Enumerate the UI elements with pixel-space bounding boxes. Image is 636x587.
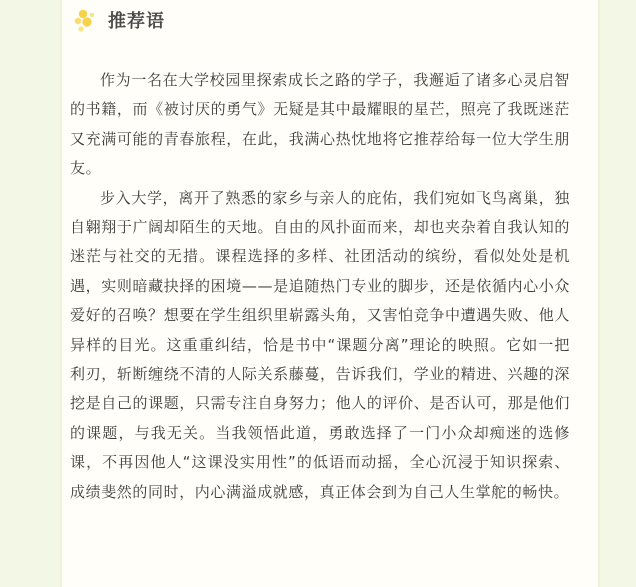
paragraph-2: 步入大学，离开了熟悉的家乡与亲人的庇佑，我们宛如飞鸟离巢，独自翱翔于广阔却陌生的天地。自由的风扑面而来，却也夹杂着自我认知的迷茫与社交的无措。课程选择的多样、社团活动的缤纷，看似处处是机遇，实则暗藏抉择的困境——是追随热门专业的脚步，还是依循内心小众爱好的召唤？想要在学生组织里崭露头角，又害怕竞争中遭遇失败、他人异样的目光。这重重纠结，恰是书中“课题分离”理论的映照。它如一把利刃，斩断缠绕不清的人际关系藤蔓，告诉我们，学业的精进、兴趣的深挖是自己的课题，只需专注自身努力；他人的评价、是否认可，那是他们的课题，与我无关。当我领悟此道，勇敢选择了一门小众却痴迷的选修课，不再因他人“这课没实用性”的低语而动摇，全心沉浸于知识探索、成绩斐然的同时，内心满溢成就感，真正体会到为自己人生掌舵的畅快。 xyxy=(70,188,570,501)
section-heading xyxy=(70,0,165,40)
paragraph-1: 作为一名在大学校园里探索成长之路的学子，我邂逅了诸多心灵启智的书籍，而《被讨厌的勇气》无疑是其中最耀眼的星芒，照亮了我既迷茫又充满可能的青春旅程，在此，我满心热忱地将它推荐给每一位大学生朋友。 xyxy=(70,71,570,178)
sparkle-icon xyxy=(70,5,100,35)
article-body xyxy=(70,66,570,507)
section-title: 推荐语 xyxy=(108,11,165,32)
